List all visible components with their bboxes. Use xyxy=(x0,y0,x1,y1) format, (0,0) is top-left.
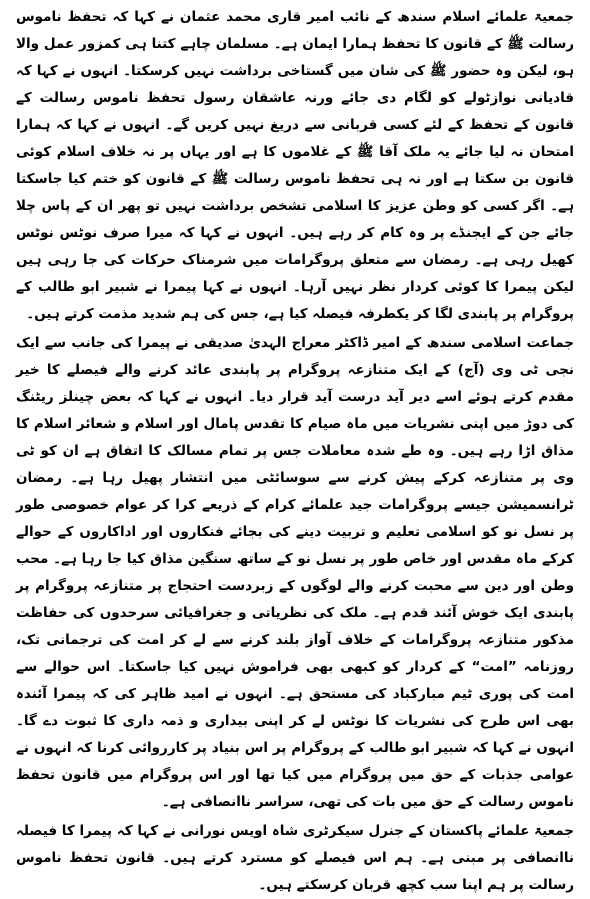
paragraph-jamaat-islami-statement: جماعت اسلامی سندھ کے امیر ڈاکٹر معراج الہدیٰ صدیقی نے پیمرا کی جانب سے ایک نجی ٹی وی (آج) کے ایک متنازعہ پروگرام پر پابندی عائد کرنے والے فیصلے کا خیر مقدم کرتے ہوئے اسے دیر آید درست آید قرار دیا۔ انہوں نے کہا کہ بعض چینلز ریٹنگ کی دوڑ میں اپنی نشریات میں ماہ صیام کا تقدس پامال اور اسلام و شعائر اسلام کا مذاق اڑا رہے ہیں۔ وہ طے شدہ معاملات جس پر تمام مسالک کا اتفاق ہے ان کو ٹی وی پر متنازعہ کرکے پیش کرنے سے سوسائٹی میں انتشار پھیل رہا ہے۔ رمضان ٹرانسمیشن جیسے پروگرامات جید علمائے کرام کے ذریعے کرا کر عوام خصوصی طور پر نسل نو کو اسلامی تعلیم و تربیت دینے کی بجائے فنکاروں اور اداکاروں کے حوالے کرکے ماہ مقدس اور خاص طور پر نسل نو کے ساتھ سنگین مذاق کیا جا رہا ہے۔ محب وطن اور دین سے محبت کرنے والے لوگوں کے زبردست احتجاج پر متنازعہ پروگرام پر پابندی ایک خوش آئند قدم ہے۔ ملک کی نظریاتی و جغرافیائی سرحدوں کی حفاظت مذکور متنازعہ پروگرامات کے خلاف آواز بلند کرنے سے لے کر امت کی ترجمانی تک، روزنامہ ”امت“ کے کردار کو کبھی بھی فراموش نہیں کیا جاسکتا۔ اس حوالے سے امت کی پوری ٹیم مبارکباد کی مستحق ہے۔ انہوں نے امید ظاہر کی کہ پیمرا آئندہ بھی اس طرح کی نشریات کا نوٹس لے کر اپنی بیداری و ذمہ داری کا ثبوت دے گا۔ انہوں نے کہا کہ شبیر ابو طالب کے پروگرام پر اس بنیاد پر کارروائی کرنا کہ انہوں نے عوامی جذبات کے حق میں پروگرام میں کیا تھا اور اس پروگرام میں قانون تحفظ ناموس رسالت کے حق میں بات کی تھی، سراسر ناانصافی ہے۔ xyxy=(16,335,574,810)
paragraph-juf-sindh-statement: جمعیۃ علمائے اسلام سندھ کے نائب امیر قاری محمد عثمان نے کہا کہ تحفظ ناموس رسالت ﷺ کے قانون کا تحفظ ہمارا ایمان ہے۔ مسلمان چاہے کتنا ہی کمزور عمل والا ہو، لیکن وہ حضور ﷺ کی شان میں گستاخی برداشت نہیں کرسکتا۔ انہوں نے کہا کہ قادیانی نوازٹولے کو لگام دی جائے ورنہ عاشقان رسول تحفظ ناموس رسالت کے قانون کے تحفظ کے لئے کسی قربانی سے دریغ نہیں کریں گے۔ انہوں نے کہا کہ ہمارا امتحان نہ لیا جائے یہ ملک آقا ﷺ کے غلاموں کا ہے اور یہاں پر نہ خلاف اسلام کوئی قانون بن سکتا ہے اور نہ ہی تحفظ ناموس رسالت ﷺ کے قانون کو ختم کیا جاسکتا ہے۔ اگر کسی کو وطن عزیز کا اسلامی تشخص برداشت نہیں تو پھر ان کے پاس چلا جائے جن کے ایجنڈے پر وہ کام کر رہے ہیں۔ انہوں نے کہا کہ میرا صرف نوٹس نوٹس کھیل رہی ہے۔ رمضان سے متعلق پروگرامات میں شرمناک حرکات کی جا رہی ہیں لیکن پیمرا کا کوئی کردار نظر نہیں آرہا۔ انہوں نے کہا پیمرا نے شبیر ابو طالب کے پروگرام پر پابندی لگا کر یکطرفہ فیصلہ کیا ہے، جس کی ہم شدید مذمت کرتے ہیں۔ xyxy=(16,9,574,322)
paragraph-jup-statement: جمعیۃ علمائے پاکستان کے جنرل سیکرٹری شاہ اویس نورانی نے کہا کہ پیمرا کا فیصلہ ناانصافی پر مبنی ہے۔ ہم اس فیصلے کو مسترد کرتے ہیں۔ قانون تحفظ ناموس رسالت پر ہم اپنا سب کچھ قربان کرسکتے ہیں۔ xyxy=(16,823,574,893)
